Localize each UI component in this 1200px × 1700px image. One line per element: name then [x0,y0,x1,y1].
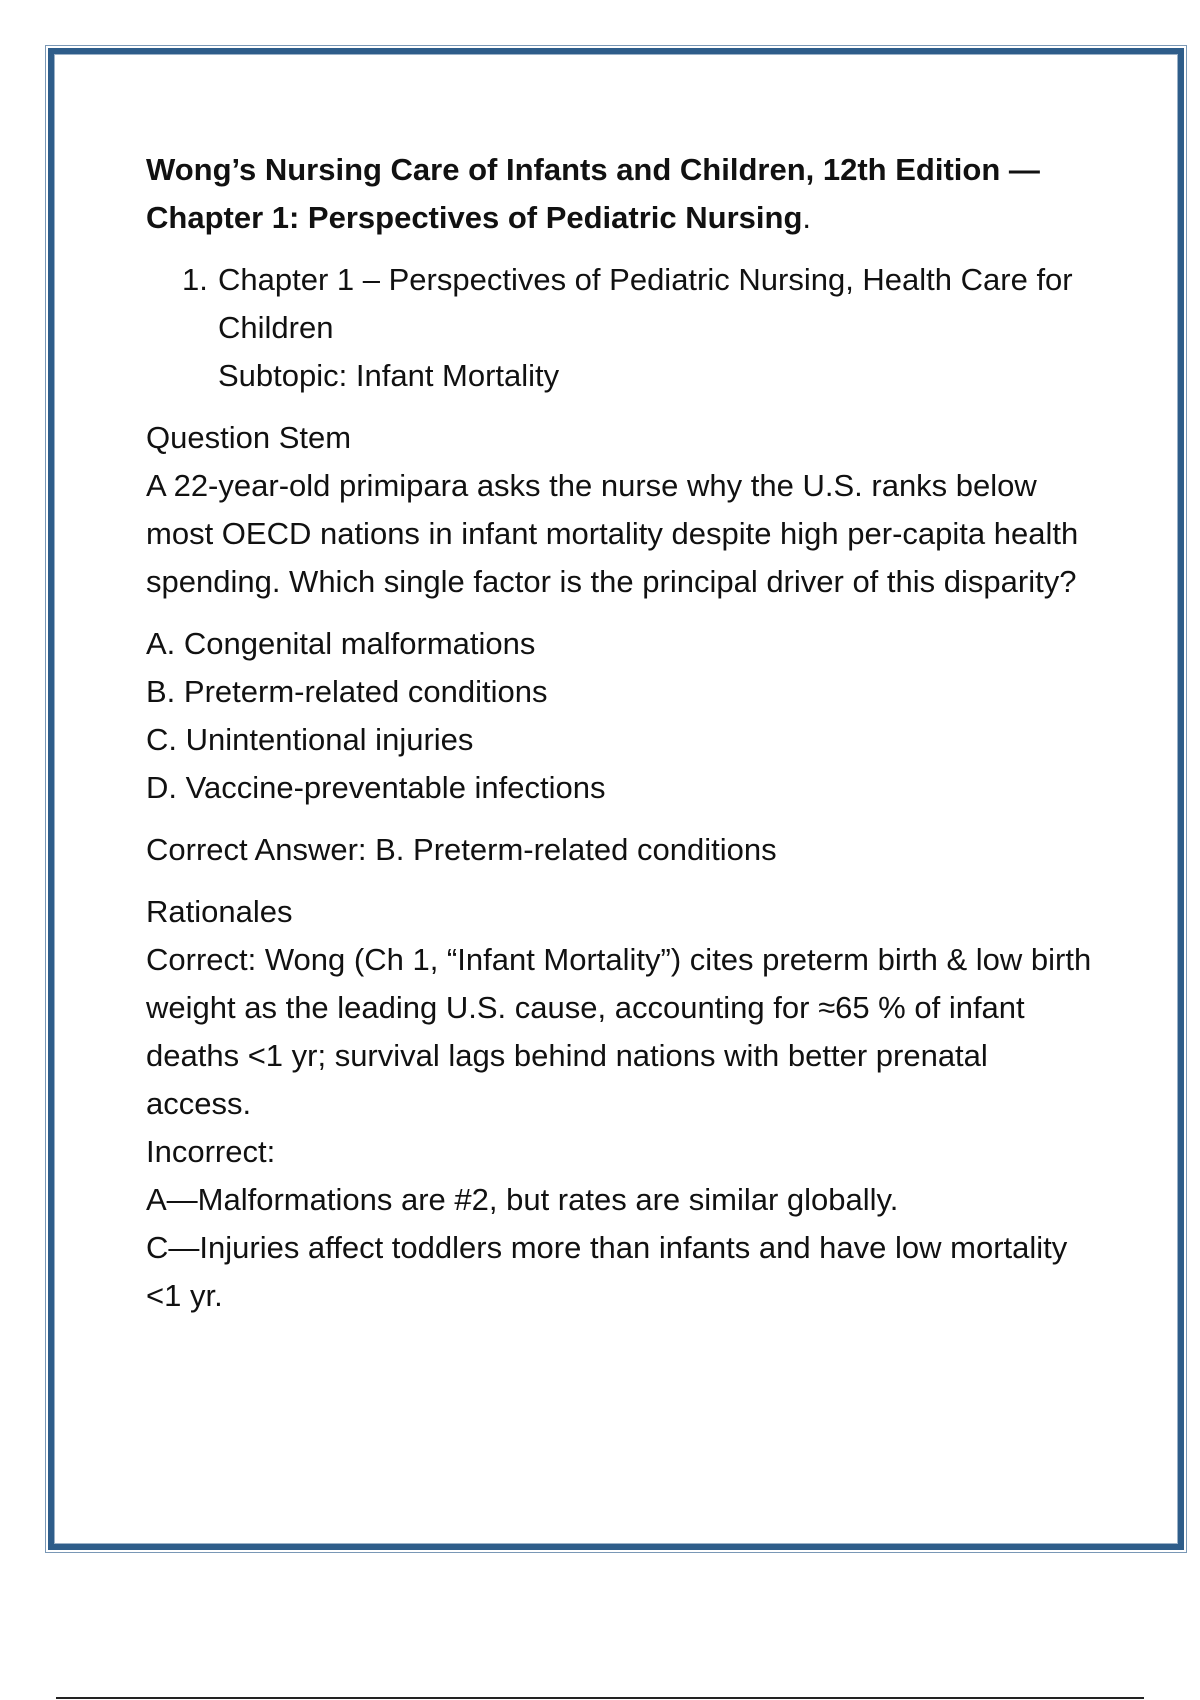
rationales-heading: Rationales [146,894,293,929]
question-stem: A 22-year-old primipara asks the nurse why the U.S. ranks below most OECD nations in infant mortality despite high per-capita health spending. Which single factor is the principal driver of this disparity? [146,468,1079,599]
topic-chapter: Chapter 1 – Perspectives of Pediatric Nursing, Health Care for Children [218,262,1073,345]
document-title [146,146,1096,242]
rationales-section [146,888,1096,1320]
topic-list-item [146,256,1096,400]
document-content [146,146,1096,1334]
topic-number: 1. [182,262,208,297]
option-c: C. Unintentional injuries [146,722,474,757]
answer-options [146,620,1096,812]
title-period: . [802,200,811,235]
option-a: A. Congenital malformations [146,626,536,661]
option-d: D. Vaccine-preventable infections [146,770,606,805]
title-text: Wong’s Nursing Care of Infants and Children, 12th Edition — Chapter 1: Perspectives of Pediatric Nursing [146,152,1040,235]
rationale-incorrect-c: C—Injuries affect toddlers more than infants and have low mortality <1 yr. [146,1230,1068,1313]
rationale-incorrect-a: A—Malformations are #2, but rates are similar globally. [146,1182,899,1217]
rationale-correct: Correct: Wong (Ch 1, “Infant Mortality”) cites preterm birth & low birth weight as the leading U.S. cause, accounting for ≈65 % of infant deaths <1 yr; survival lags behind nations with better prenatal access. [146,942,1092,1121]
topic-body [218,256,1096,400]
rationale-incorrect-heading: Incorrect: [146,1134,276,1169]
correct-answer-text: Correct Answer: B. Preterm-related conditions [146,832,777,867]
correct-answer [146,826,1096,874]
question-heading: Question Stem [146,420,352,455]
question-section [146,414,1096,606]
option-b: B. Preterm-related conditions [146,674,548,709]
bottom-divider [56,1697,1144,1699]
topic-subtopic: Subtopic: Infant Mortality [218,358,560,393]
